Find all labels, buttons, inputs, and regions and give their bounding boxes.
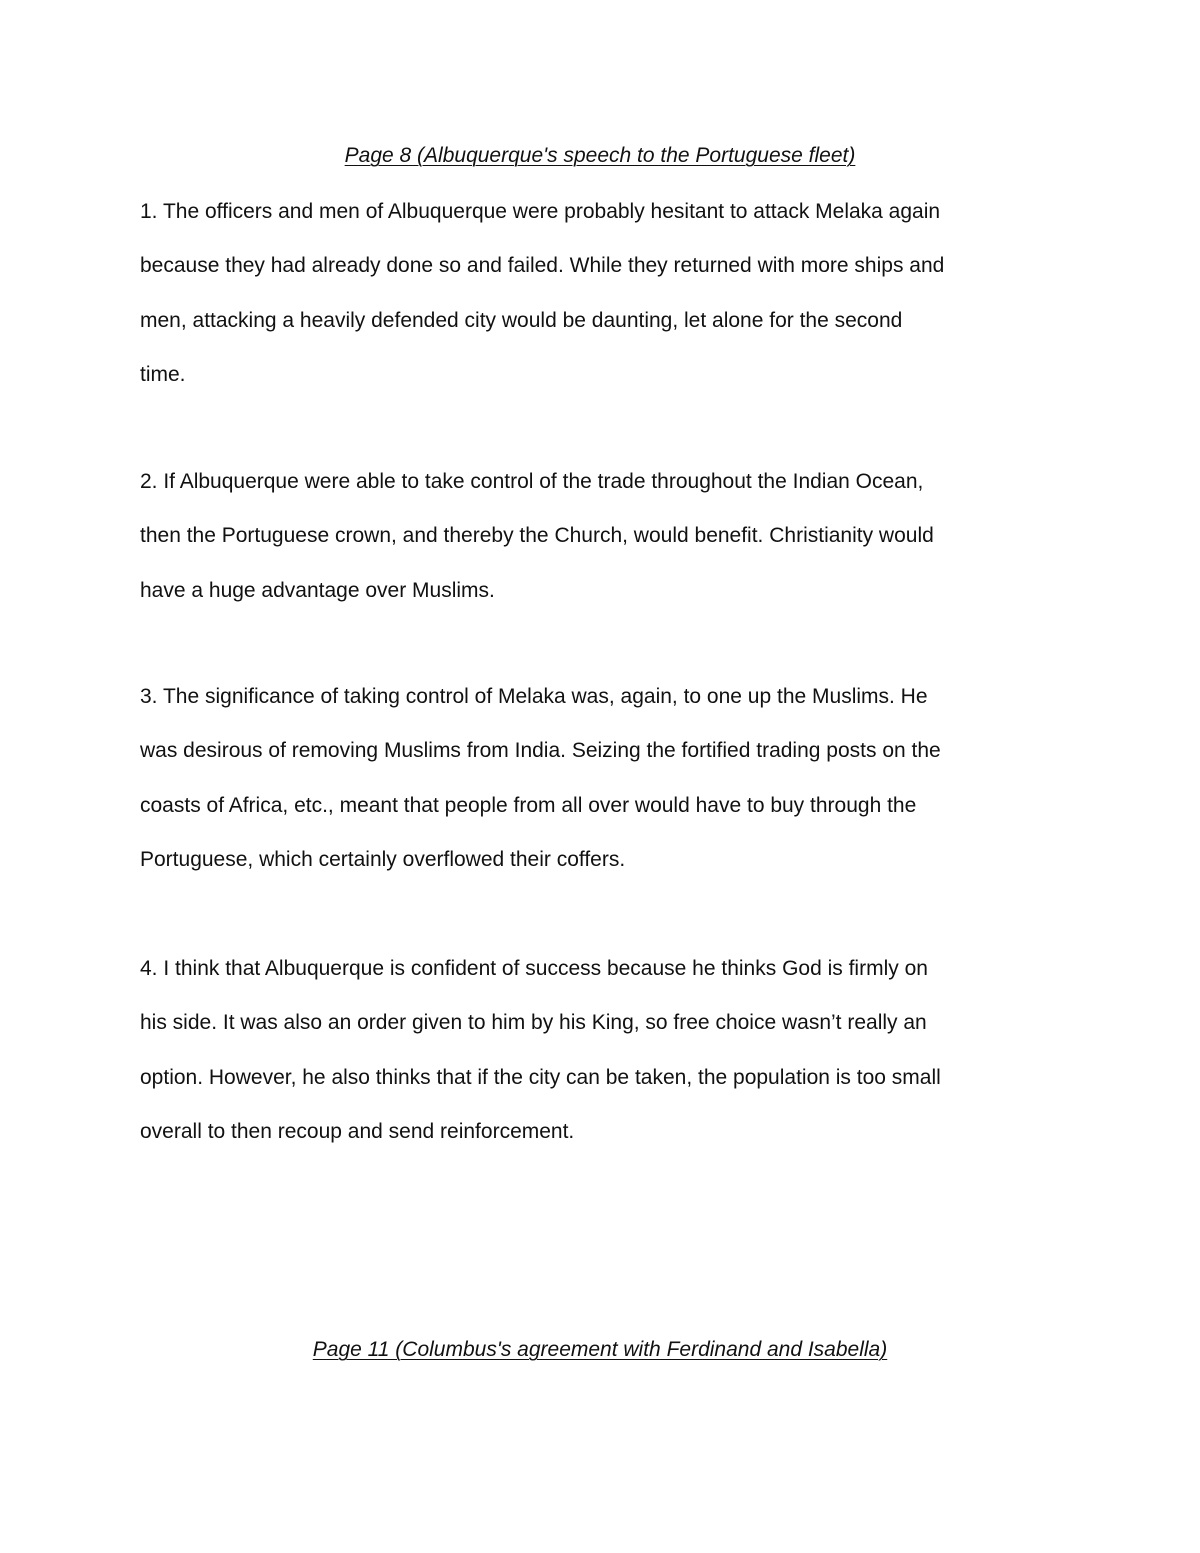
- answer-paragraph-2: 2. If Albuquerque were able to take control of the trade throughout the Indian Ocean, then the Portuguese crown, and thereby the Church, would benefit. Christianity would have a huge advantage over Muslims.: [140, 470, 934, 602]
- answer-paragraph-4: 4. I think that Albuquerque is confident of success because he thinks God is firmly on his side. It was also an order given to him by his King, so free choice wasn’t really an option. However, he also thinks that if the city can be taken, the population is too small overall to then recoup and send reinforcement.: [140, 957, 941, 1143]
- answer-paragraph-3: 3. The significance of taking control of Melaka was, again, to one up the Muslims. He was desirous of removing Muslims from India. Seizing the fortified trading posts on the coasts of Africa, etc., meant that people from all over would have to buy through the Portuguese, which certainly overflowed their coffers.: [140, 685, 941, 871]
- section-heading-page-11: Page 11 (Columbus's agreement with Ferdinand and Isabella): [312, 1338, 888, 1361]
- answer-paragraph-1: 1. The officers and men of Albuquerque were probably hesitant to attack Melaka again because they had already done so and failed. While they returned with more ships and men, attacking a heavily defended city would be daunting, let alone for the second time.: [140, 200, 945, 386]
- section-heading-page-8: Page 8 (Albuquerque's speech to the Portuguese fleet): [344, 144, 856, 167]
